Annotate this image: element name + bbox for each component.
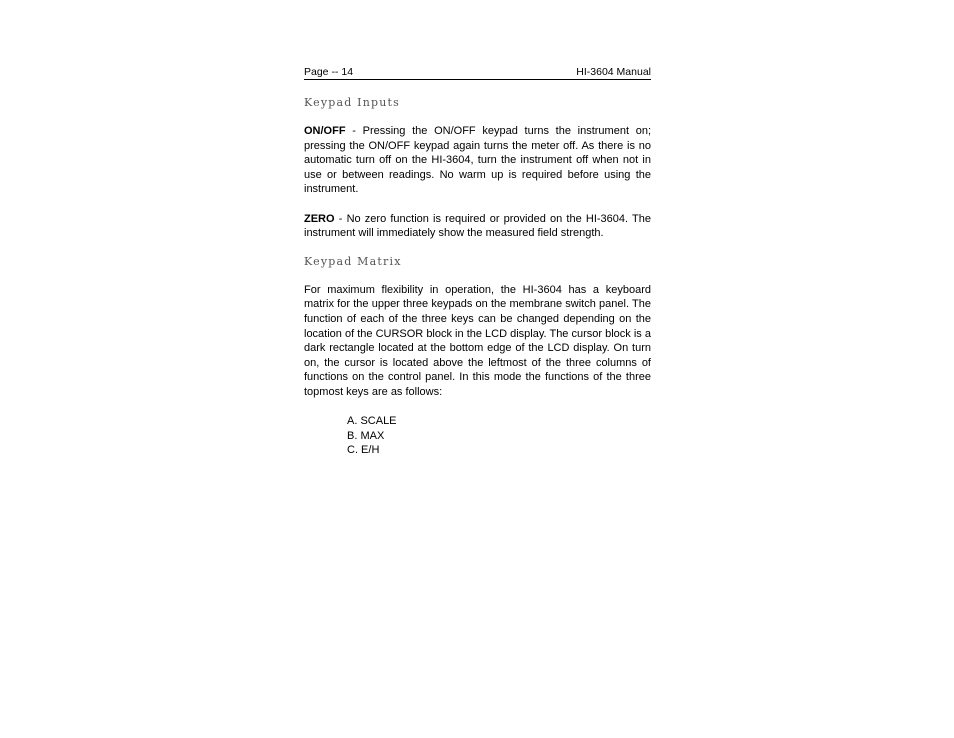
zero-term: ZERO [304, 212, 335, 225]
list-item: B. MAX [347, 429, 385, 442]
manual-title: HI-3604 Manual [576, 66, 651, 78]
list-item: A. SCALE [347, 415, 397, 428]
onoff-description: - Pressing the ON/OFF keypad turns the instrument on; pressing the ON/OFF keypad again turns the meter off. As there is no automatic turn off on the HI-3604, turn the instrument off when not in use or between readings. No warm up is required before using the instrument. [304, 125, 651, 196]
zero-paragraph [304, 212, 651, 241]
page-header [304, 66, 651, 80]
keypad-matrix-heading: Keypad Matrix [304, 254, 402, 268]
keypad-matrix-paragraph: For maximum flexibility in operation, the HI-3604 has a keyboard matrix for the upper three keypads on the membrane switch panel. The function of each of the three keys can be changed depending on the location of the CURSOR block in the LCD display. The cursor block is a dark rectangle located at the bottom edge of the LCD display. On turn on, the cursor is located above the leftmost of the three columns of functions on the control panel. In this mode the functions of the three topmost keys are as follows: [304, 283, 651, 398]
function-list [347, 414, 651, 458]
zero-description: - No zero function is required or provided on the HI-3604. The instrument will immediately show the measured field strength. [304, 212, 651, 240]
keypad-inputs-heading: Keypad Inputs [304, 96, 401, 109]
page-number: Page -- 14 [304, 66, 354, 78]
onoff-paragraph [304, 124, 651, 197]
list-item: C. E/H [347, 444, 380, 457]
onoff-term: ON/OFF [304, 125, 346, 137]
manual-page [304, 66, 651, 458]
